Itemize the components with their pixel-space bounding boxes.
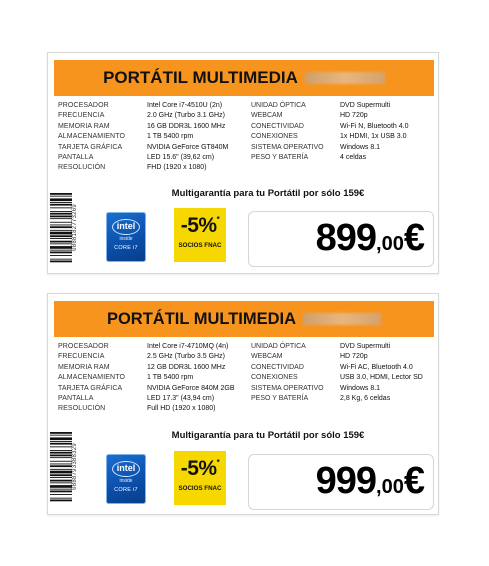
spec-row: PROCESADOR Intel Core i7-4510U (2n) UNIDAD ÓPTICA DVD Supermulti — [58, 102, 391, 109]
price: 999,00€ — [315, 460, 425, 502]
barcode-bar — [50, 465, 72, 467]
barcode-bar — [50, 232, 72, 235]
barcode-bar — [50, 437, 72, 440]
barcode-icon — [50, 193, 72, 263]
barcode-bar — [50, 202, 72, 203]
spec-row: ALMACENAMIENTO 1 TB 5400 rpm CONEXIONES 1x HDMI, 1x USB 3.0 — [58, 133, 407, 141]
spec-table — [58, 342, 430, 415]
price-box — [248, 211, 434, 267]
fnac-discount-badge: -5%* SOCIOS FNAC — [174, 208, 226, 262]
barcode-bar — [50, 246, 72, 249]
spec-row: MEMORIA RAM 16 GB DDR3L 1600 MHz CONECTIVIDAD Wi-Fi N, Bluetooth 4.0 — [58, 122, 409, 130]
barcode-bar — [50, 471, 72, 474]
price: 899,00€ — [315, 217, 425, 259]
spec-row: ALMACENAMIENTO 1 TB 5400 rpm CONEXIONES USB 3.0, HDMI, Lector SD — [58, 374, 423, 382]
guarantee-text: Multigarantía para tu Portátil por sólo 159€ — [171, 188, 365, 199]
barcode-bar — [50, 193, 72, 195]
barcode-bar — [50, 230, 72, 231]
price-box — [248, 454, 434, 510]
barcode-number: 0888182773269 — [71, 204, 78, 252]
spec-row: FRECUENCIA 2.0 GHz (Turbo 3.1 GHz) WEBCAM HD 720p — [58, 112, 368, 120]
barcode-bar — [50, 485, 72, 488]
barcode-bar — [50, 252, 72, 254]
barcode-bar — [50, 226, 72, 228]
barcode-number: 0888793388329 — [71, 443, 78, 491]
barcode-bar — [50, 477, 72, 478]
spec-row: PANTALLA LED 15.6" (39,62 cm) PESO Y BATERÍA 4 celdas — [58, 153, 367, 161]
barcode-bar — [50, 218, 72, 219]
spec-row: PROCESADOR Intel Core i7-4710MQ (4n) UNIDAD ÓPTICA DVD Supermulti — [58, 343, 391, 350]
barcode-bar — [50, 222, 72, 223]
spec-table — [58, 101, 430, 174]
barcode-bar — [50, 469, 72, 470]
barcode-bar — [50, 250, 72, 251]
barcode-bar — [50, 213, 72, 215]
product-title: PORTÁTIL MULTIMEDIA — [103, 68, 298, 87]
barcode-bar — [50, 211, 72, 212]
product-title: PORTÁTIL MULTIMEDIA — [106, 309, 297, 328]
barcode-bar — [50, 241, 72, 243]
barcode-bar — [50, 259, 72, 260]
spec-row: MEMORIA RAM 12 GB DDR3L 1600 MHz CONECTIVIDAD Wi-Fi AC, Bluetooth 4.0 — [58, 363, 413, 371]
barcode-bar — [50, 198, 72, 201]
fnac-discount-badge: -5%* SOCIOS FNAC — [174, 451, 226, 505]
barcode-bar — [50, 494, 72, 495]
barcode-bar — [50, 450, 72, 451]
barcode-bar — [50, 457, 72, 458]
barcode-bar — [50, 474, 72, 476]
barcode-bar — [50, 204, 72, 206]
barcode-bar — [50, 446, 72, 447]
title-bar — [54, 60, 434, 96]
barcode-bar — [50, 255, 72, 256]
barcode-bar — [50, 464, 72, 465]
barcode-bar — [50, 482, 72, 483]
barcode-bar — [50, 441, 72, 442]
spec-row: RESOLUCIÓN FHD (1920 x 1080) — [58, 164, 207, 172]
price-label-1 — [47, 52, 439, 274]
title-bar — [54, 301, 434, 337]
barcode-bar — [50, 498, 72, 499]
barcode-bar — [50, 480, 72, 482]
spec-row: PANTALLA LED 17.3" (43,94 cm) PESO Y BATERÍA 2,8 Kg, 6 celdas — [58, 394, 391, 402]
barcode-bar — [50, 435, 72, 436]
blurred-model-name — [303, 313, 381, 325]
barcode-bar — [50, 500, 72, 502]
barcode-bar — [50, 491, 72, 493]
barcode-bar — [50, 235, 72, 237]
barcode-bar — [50, 225, 72, 226]
barcode-icon — [50, 432, 72, 502]
price-label-2 — [47, 293, 439, 515]
barcode-bar — [50, 452, 72, 454]
barcode-bar — [50, 489, 72, 490]
barcode-bar — [50, 196, 72, 197]
barcode-bar — [50, 207, 72, 208]
barcode-bar — [50, 432, 72, 434]
spec-row: RESOLUCIÓN Full HD (1920 x 1080) — [58, 405, 216, 413]
spec-row: TARJETA GRÁFICA NVIDIA GeForce 840M 2GB SISTEMA OPERATIVO Windows 8.1 — [58, 384, 381, 392]
guarantee-text: Multigarantía para tu Portátil por sólo 159€ — [171, 430, 365, 441]
blurred-model-name — [305, 72, 385, 84]
spec-row: TARJETA GRÁFICA NVIDIA GeForce GT840M SISTEMA OPERATIVO Windows 8.1 — [58, 143, 381, 151]
barcode-bar — [50, 455, 72, 457]
barcode-bar — [50, 261, 72, 263]
barcode-bar — [50, 238, 72, 239]
spec-row: FRECUENCIA 2.5 GHz (Turbo 3.5 GHz) WEBCAM HD 720p — [58, 353, 368, 361]
intel-core-i7-badge: intel inside CORE i7 — [106, 454, 146, 504]
barcode-bar — [50, 243, 72, 244]
barcode-bar — [50, 461, 72, 462]
barcode-bar — [50, 443, 72, 445]
barcode-bar — [50, 216, 72, 218]
intel-core-i7-badge: intel inside CORE i7 — [106, 212, 146, 262]
